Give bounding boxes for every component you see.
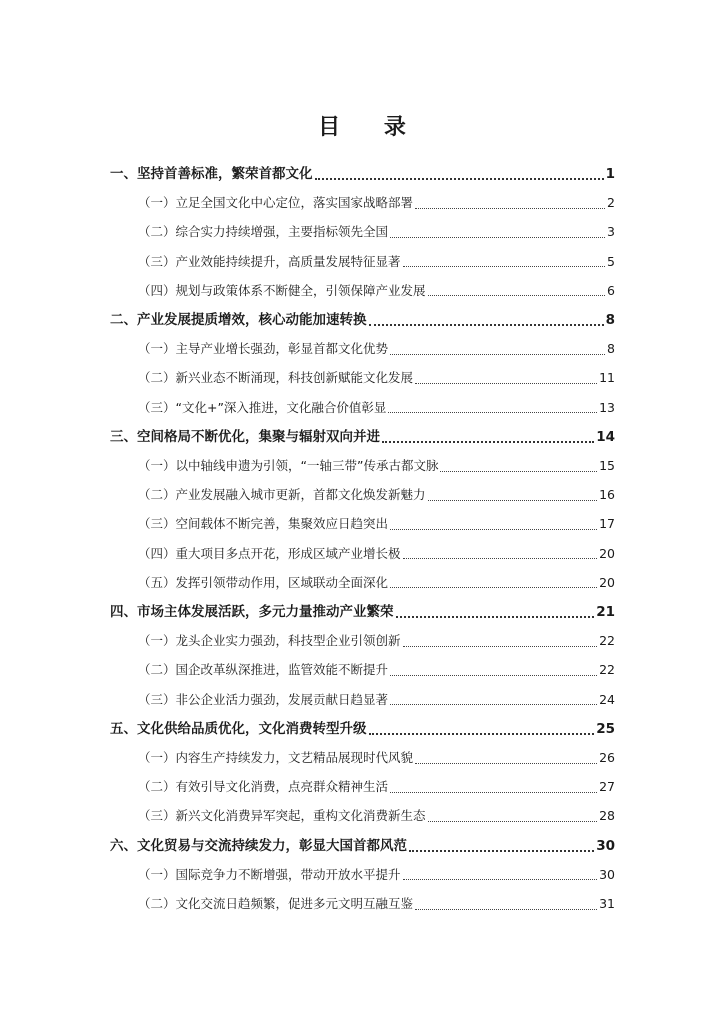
toc-page-number: 31 — [599, 896, 615, 911]
toc-section-entry[interactable] — [138, 193, 615, 213]
toc-chapter-entry[interactable] — [110, 427, 615, 447]
toc-section-entry[interactable] — [138, 865, 615, 885]
toc-page-number: 17 — [599, 516, 615, 532]
toc-dot-leader — [428, 821, 598, 822]
toc-dot-leader — [403, 266, 606, 267]
toc-entry-text: （二）有效引导文化消费，点亮群众精神生活 — [138, 779, 389, 795]
toc-entry-text: （三）“文化+”深入推进，文化融合价值彰显 — [138, 399, 387, 415]
toc-dot-leader — [428, 500, 598, 501]
toc-chapter-entry[interactable] — [110, 164, 615, 184]
toc-page-number: 3 — [607, 224, 615, 240]
toc-entry-text: （二）综合实力持续增强，主要指标领先全国 — [138, 224, 389, 240]
toc-entry-text: （二）新兴业态不断涌现，科技创新赋能文化发展 — [138, 370, 414, 386]
toc-entry-text: 六、文化贸易与交流持续发力，彰显大国首都风范 — [110, 837, 407, 854]
toc-dot-leader — [403, 646, 598, 647]
toc-dot-leader — [382, 441, 594, 443]
toc-entry-text: （三）空间载体不断完善，集聚效应日趋突出 — [138, 516, 389, 532]
toc-page-number: 11 — [599, 370, 615, 386]
toc-section-entry[interactable] — [138, 748, 615, 768]
toc-section-entry[interactable] — [138, 660, 615, 680]
toc-dot-leader — [369, 733, 595, 735]
toc-entry-text: （一）国际竞争力不断增强，带动开放水平提升 — [138, 866, 401, 882]
toc-entry-text: （三）产业效能持续提升，高质量发展特征显著 — [138, 253, 401, 269]
toc-page-number: 5 — [607, 253, 615, 269]
toc-dot-leader — [390, 354, 605, 355]
toc-dot-leader — [428, 295, 606, 296]
toc-page-number: 2 — [607, 195, 615, 211]
toc-section-entry[interactable] — [138, 806, 615, 826]
toc-dot-leader — [409, 850, 594, 852]
toc-entry-text: （二）产业发展融入城市更新，首都文化焕发新魅力 — [138, 487, 426, 503]
toc-section-entry[interactable] — [138, 573, 615, 593]
toc-section-entry[interactable] — [138, 777, 615, 797]
toc-chapter-entry[interactable] — [110, 310, 615, 330]
toc-page-number: 24 — [599, 691, 615, 707]
toc-section-entry[interactable] — [138, 544, 615, 564]
toc-page-number: 26 — [599, 750, 615, 765]
toc-dot-leader — [403, 879, 598, 880]
toc-dot-leader — [388, 412, 597, 413]
toc-section-entry[interactable] — [138, 894, 615, 914]
toc-page-number: 8 — [607, 341, 615, 357]
toc-page-number: 8 — [605, 312, 615, 328]
toc-dot-leader — [390, 675, 597, 676]
toc-page-number: 30 — [596, 837, 615, 854]
toc-dot-leader — [415, 208, 605, 209]
toc-entry-text: （一）龙头企业实力强劲，科技型企业引领创新 — [138, 633, 401, 649]
toc-dot-leader — [403, 558, 598, 559]
toc-entry-text: （一）内容生产持续发力，文艺精品展现时代风貌 — [138, 750, 414, 765]
toc-entry-text: （二）文化交流日趋频繁，促进多元文明互融互鉴 — [138, 896, 414, 911]
toc-page-number: 16 — [599, 487, 615, 503]
toc-entry-text: （一）以中轴线申遗为引领，“一轴三带”传承古都文脉 — [138, 458, 439, 473]
toc-page-number: 21 — [596, 604, 615, 620]
toc-dot-leader — [415, 909, 597, 910]
toc-dot-leader — [369, 324, 604, 326]
toc-dot-leader — [390, 237, 605, 238]
toc-page-number: 30 — [599, 866, 615, 882]
toc-page-number: 15 — [599, 458, 615, 473]
toc-section-entry[interactable] — [138, 456, 615, 476]
toc-page-number: 1 — [605, 166, 615, 182]
toc-page-number: 14 — [596, 428, 615, 445]
toc-section-entry[interactable] — [138, 398, 615, 418]
toc-section-entry[interactable] — [138, 252, 615, 272]
toc-section-entry[interactable] — [138, 339, 615, 359]
toc-entry-text: （二）国企改革纵深推进，监管效能不断提升 — [138, 662, 389, 678]
toc-page-number: 22 — [599, 633, 615, 649]
toc-page-number: 20 — [599, 574, 615, 590]
toc-dot-leader — [440, 471, 597, 472]
toc-entry-text: 五、文化供给品质优化，文化消费转型升级 — [110, 720, 367, 737]
toc-page-number: 13 — [599, 399, 615, 415]
toc-entry-text: 四、市场主体发展活跃，多元力量推动产业繁荣 — [110, 604, 394, 620]
toc-entry-text: （一）立足全国文化中心定位，落实国家战略部署 — [138, 195, 414, 211]
toc-page-number: 25 — [596, 720, 615, 737]
toc-section-entry[interactable] — [138, 281, 615, 301]
toc-dot-leader — [390, 587, 597, 588]
toc-page-number: 6 — [607, 282, 615, 298]
toc-entry-text: （五）发挥引领带动作用，区域联动全面深化 — [138, 574, 389, 590]
toc-entry-text: （三）非公企业活力强劲，发展贡献日趋显著 — [138, 691, 389, 707]
toc-chapter-entry[interactable] — [110, 836, 615, 856]
toc-section-entry[interactable] — [138, 514, 615, 534]
toc-section-entry[interactable] — [138, 368, 615, 388]
toc-section-entry[interactable] — [138, 485, 615, 505]
toc-chapter-entry[interactable] — [110, 602, 615, 622]
toc-page-number: 27 — [599, 779, 615, 795]
toc-entry-text: （三）新兴文化消费异军突起，重构文化消费新生态 — [138, 808, 426, 824]
toc-dot-leader — [390, 792, 597, 793]
toc-dot-leader — [415, 383, 597, 384]
toc-entry-text: 三、空间格局不断优化，集聚与辐射双向并进 — [110, 428, 380, 445]
toc-dot-leader — [396, 616, 595, 618]
toc-dot-leader — [390, 529, 597, 530]
toc-entry-text: （一）主导产业增长强劲，彰显首都文化优势 — [138, 341, 389, 357]
toc-page-number: 20 — [599, 545, 615, 561]
toc-section-entry[interactable] — [138, 222, 615, 242]
toc-title: 目 录 — [318, 114, 424, 140]
toc-chapter-entry[interactable] — [110, 719, 615, 739]
toc-entry-text: （四）规划与政策体系不断健全，引领保障产业发展 — [138, 282, 426, 298]
toc-entry-text: 二、产业发展提质增效，核心动能加速转换 — [110, 312, 367, 328]
toc-section-entry[interactable] — [138, 690, 615, 710]
toc-page-number: 28 — [599, 808, 615, 824]
toc-entry-text: 一、坚持首善标准，繁荣首都文化 — [110, 166, 313, 182]
toc-page-number: 22 — [599, 662, 615, 678]
toc-entry-text: （四）重大项目多点开花，形成区域产业增长极 — [138, 545, 401, 561]
toc-section-entry[interactable] — [138, 631, 615, 651]
toc-dot-leader — [390, 704, 597, 705]
toc-dot-leader — [415, 763, 597, 764]
toc-dot-leader — [315, 178, 604, 180]
